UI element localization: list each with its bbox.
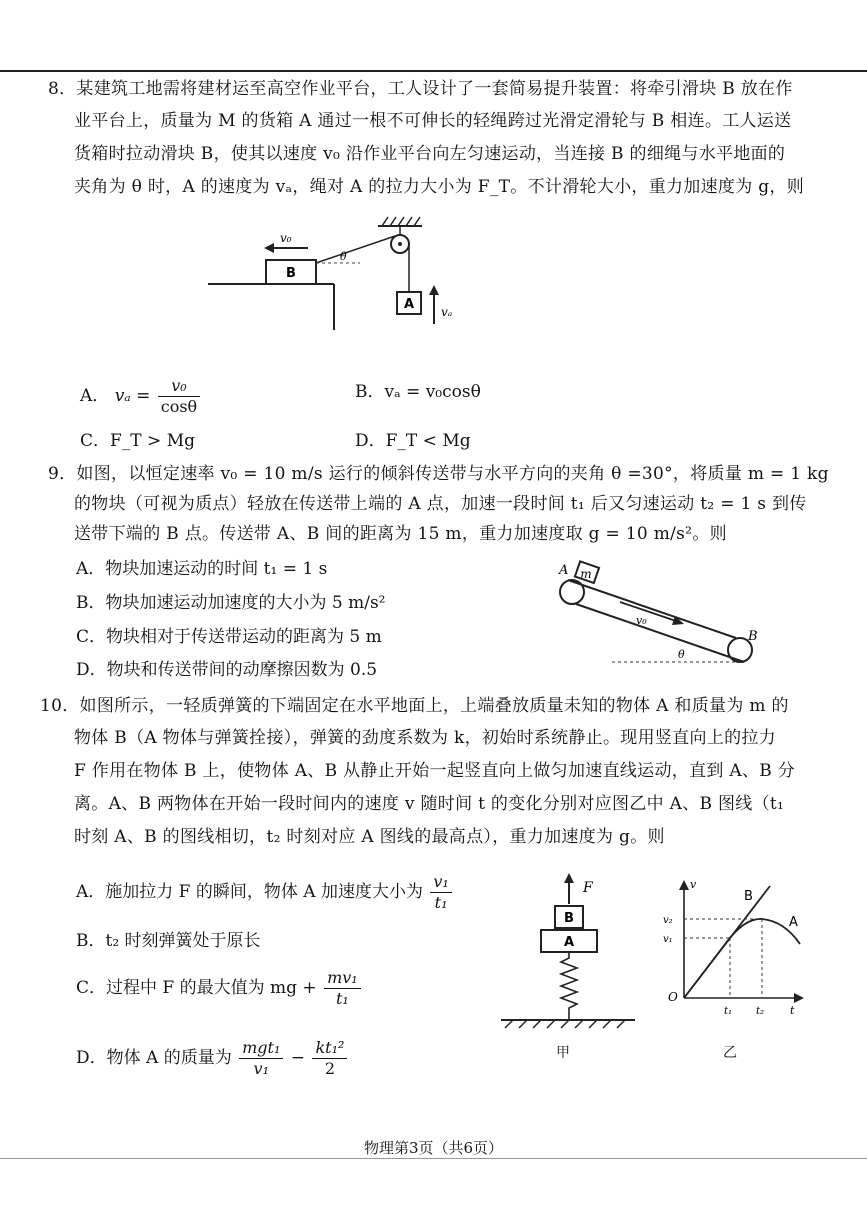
q8-option-a[interactable] — [80, 376, 202, 417]
q9-option-c[interactable]: C．物块相对于传送带运动的距离为 5 m — [76, 627, 382, 647]
q10-spring-figure — [495, 870, 640, 1030]
q10-option-a-den: t₁ — [434, 893, 448, 912]
top-rule — [0, 70, 867, 72]
q9-option-a[interactable]: A．物块加速运动的时间 t₁ = 1 s — [76, 559, 328, 579]
q8-label-theta: θ — [340, 250, 347, 263]
q10-yi-label-v1: v₁ — [663, 934, 673, 945]
q10-line-2: 物体 B（A 物体与弹簧拴接），弹簧的劲度系数为 k，初始时系统静止。现用竖直向上的拉力 — [74, 728, 776, 748]
q8-pulley-figure — [200, 212, 480, 342]
q9-label-theta: θ — [678, 648, 685, 661]
q10-jia-label-a: A — [563, 935, 575, 950]
q10-option-b[interactable]: B．t₂ 时刻弹簧处于原长 — [76, 931, 261, 951]
q10-vt-graph — [660, 872, 810, 1022]
q10-line-1: 10．如图所示，一轻质弹簧的下端固定在水平地面上，上端叠放质量未知的物体 A 和质量为 m 的 — [40, 696, 789, 716]
q10-option-d-fraction-1 — [239, 1038, 283, 1079]
q10-line-3: F 作用在物体 B 上，使物体 A、B 从静止开始一起竖直向上做匀加速直线运动，直到 A、B 分 — [74, 761, 796, 781]
q10-yi-label-t: t — [790, 1004, 795, 1017]
bottom-rule — [0, 1158, 867, 1159]
q9-line-1: 9．如图，以恒定速率 v₀ = 10 m/s 运行的倾斜传送带与水平方向的夹角 θ =30°，将质量 m = 1 kg — [48, 464, 829, 484]
q10-option-a-num: v₁ — [430, 872, 451, 893]
q8-option-b[interactable]: B．vₐ = v₀cosθ — [355, 382, 481, 402]
q8-option-a-num: v₀ — [158, 376, 200, 397]
q10-yi-label-b: B — [744, 889, 753, 904]
q10-line-5: 时刻 A、B 的图线相切，t₂ 时刻对应 A 图线的最高点），重力加速度为 g。则 — [74, 827, 665, 847]
q8-label-va: vₐ — [441, 305, 453, 319]
q9-conveyor-figure — [548, 558, 778, 674]
q10-option-c-den: t₁ — [335, 989, 349, 1008]
q10-option-c-num: mv₁ — [324, 968, 361, 989]
q10-option-c[interactable] — [76, 968, 363, 1009]
q8-line-2: 业平台上，质量为 M 的货箱 A 通过一根不可伸长的轻绳跨过光滑定滑轮与 B 相连。工人运送 — [74, 111, 792, 131]
q8-line-1: 8．某建筑工地需将建材运至高空作业平台，工人设计了一套简易提升装置：将牵引滑块 B 放在作 — [48, 79, 793, 99]
q8-line-3: 货箱时拉动滑块 B，使其以速度 v₀ 沿作业平台向左匀速运动，当连接 B 的细绳与水平地面的 — [74, 144, 786, 164]
page-footer: 物理第3页（共6页） — [363, 1139, 504, 1157]
q8-option-c[interactable]: C．F_T > Mg — [80, 431, 195, 451]
q8-label-v0: v₀ — [280, 231, 292, 245]
q10-yi-label-v2: v₂ — [663, 915, 673, 926]
q10-option-a-text: A．施加拉力 F 的瞬间，物体 A 加速度大小为 — [76, 882, 423, 902]
q10-yi-label-t1: t₁ — [724, 1006, 733, 1017]
q10-option-a-fraction — [430, 872, 451, 913]
q9-label-b: B — [748, 629, 758, 644]
q10-option-d-num-1: mgt₁ — [239, 1038, 283, 1059]
q10-option-d-den-2: 2 — [324, 1059, 336, 1078]
q10-yi-label-a: A — [789, 915, 798, 930]
q8-line-4: 夹角为 θ 时，A 的速度为 vₐ，绳对 A 的拉力大小为 F_T。不计滑轮大小，重力加速度为 g，则 — [74, 177, 804, 197]
q8-option-a-label: A． — [80, 386, 110, 406]
q9-label-v0: v₀ — [636, 614, 647, 627]
q10-option-d-minus: − — [290, 1048, 306, 1068]
q10-yi-label-o: O — [668, 990, 678, 1004]
q8-label-a: A — [403, 297, 415, 312]
q10-option-d-text: D．物体 A 的质量为 — [76, 1048, 232, 1068]
q10-option-d-den-1: v₁ — [253, 1059, 269, 1078]
q9-option-b[interactable]: B．物块加速运动加速度的大小为 5 m/s² — [76, 593, 386, 613]
q10-option-d-num-2: kt₁² — [312, 1038, 347, 1059]
q10-option-d[interactable] — [76, 1038, 349, 1079]
q8-option-d[interactable]: D．F_T < Mg — [355, 431, 471, 451]
q10-option-d-fraction-2 — [312, 1038, 347, 1079]
q10-option-c-text: C．过程中 F 的最大值为 mg + — [76, 978, 317, 998]
q8-option-a-lhs: vₐ = — [114, 386, 151, 406]
q9-line-3: 送带下端的 B 点。传送带 A、B 间的距离为 15 m，重力加速度取 g = 10 m/s²。则 — [74, 524, 727, 544]
q10-yi-caption: 乙 — [723, 1045, 737, 1061]
q8-option-a-fraction — [158, 376, 200, 417]
q9-option-d[interactable]: D．物块和传送带间的动摩擦因数为 0.5 — [76, 660, 378, 680]
q10-jia-label-b: B — [564, 911, 574, 926]
q9-line-2: 的物块（可视为质点）轻放在传送带上端的 A 点，加速一段时间 t₁ 后又匀速运动 t₂ = 1 s 到传 — [74, 494, 807, 514]
q10-yi-label-t2: t₂ — [756, 1006, 765, 1017]
q8-option-a-den: cosθ — [160, 397, 198, 416]
q8-label-b: B — [286, 266, 296, 281]
q10-yi-label-v: v — [690, 878, 697, 891]
q10-line-4: 离。A、B 两物体在开始一段时间内的速度 v 随时间 t 的变化分别对应图乙中 A、B 图线（t₁ — [74, 794, 785, 814]
q10-jia-label-f: F — [583, 880, 593, 896]
q9-label-a: A — [559, 563, 569, 578]
q10-option-c-fraction — [324, 968, 361, 1009]
q9-label-m: m — [580, 567, 592, 581]
q10-option-a[interactable] — [76, 872, 454, 913]
q10-jia-caption: 甲 — [556, 1045, 570, 1061]
